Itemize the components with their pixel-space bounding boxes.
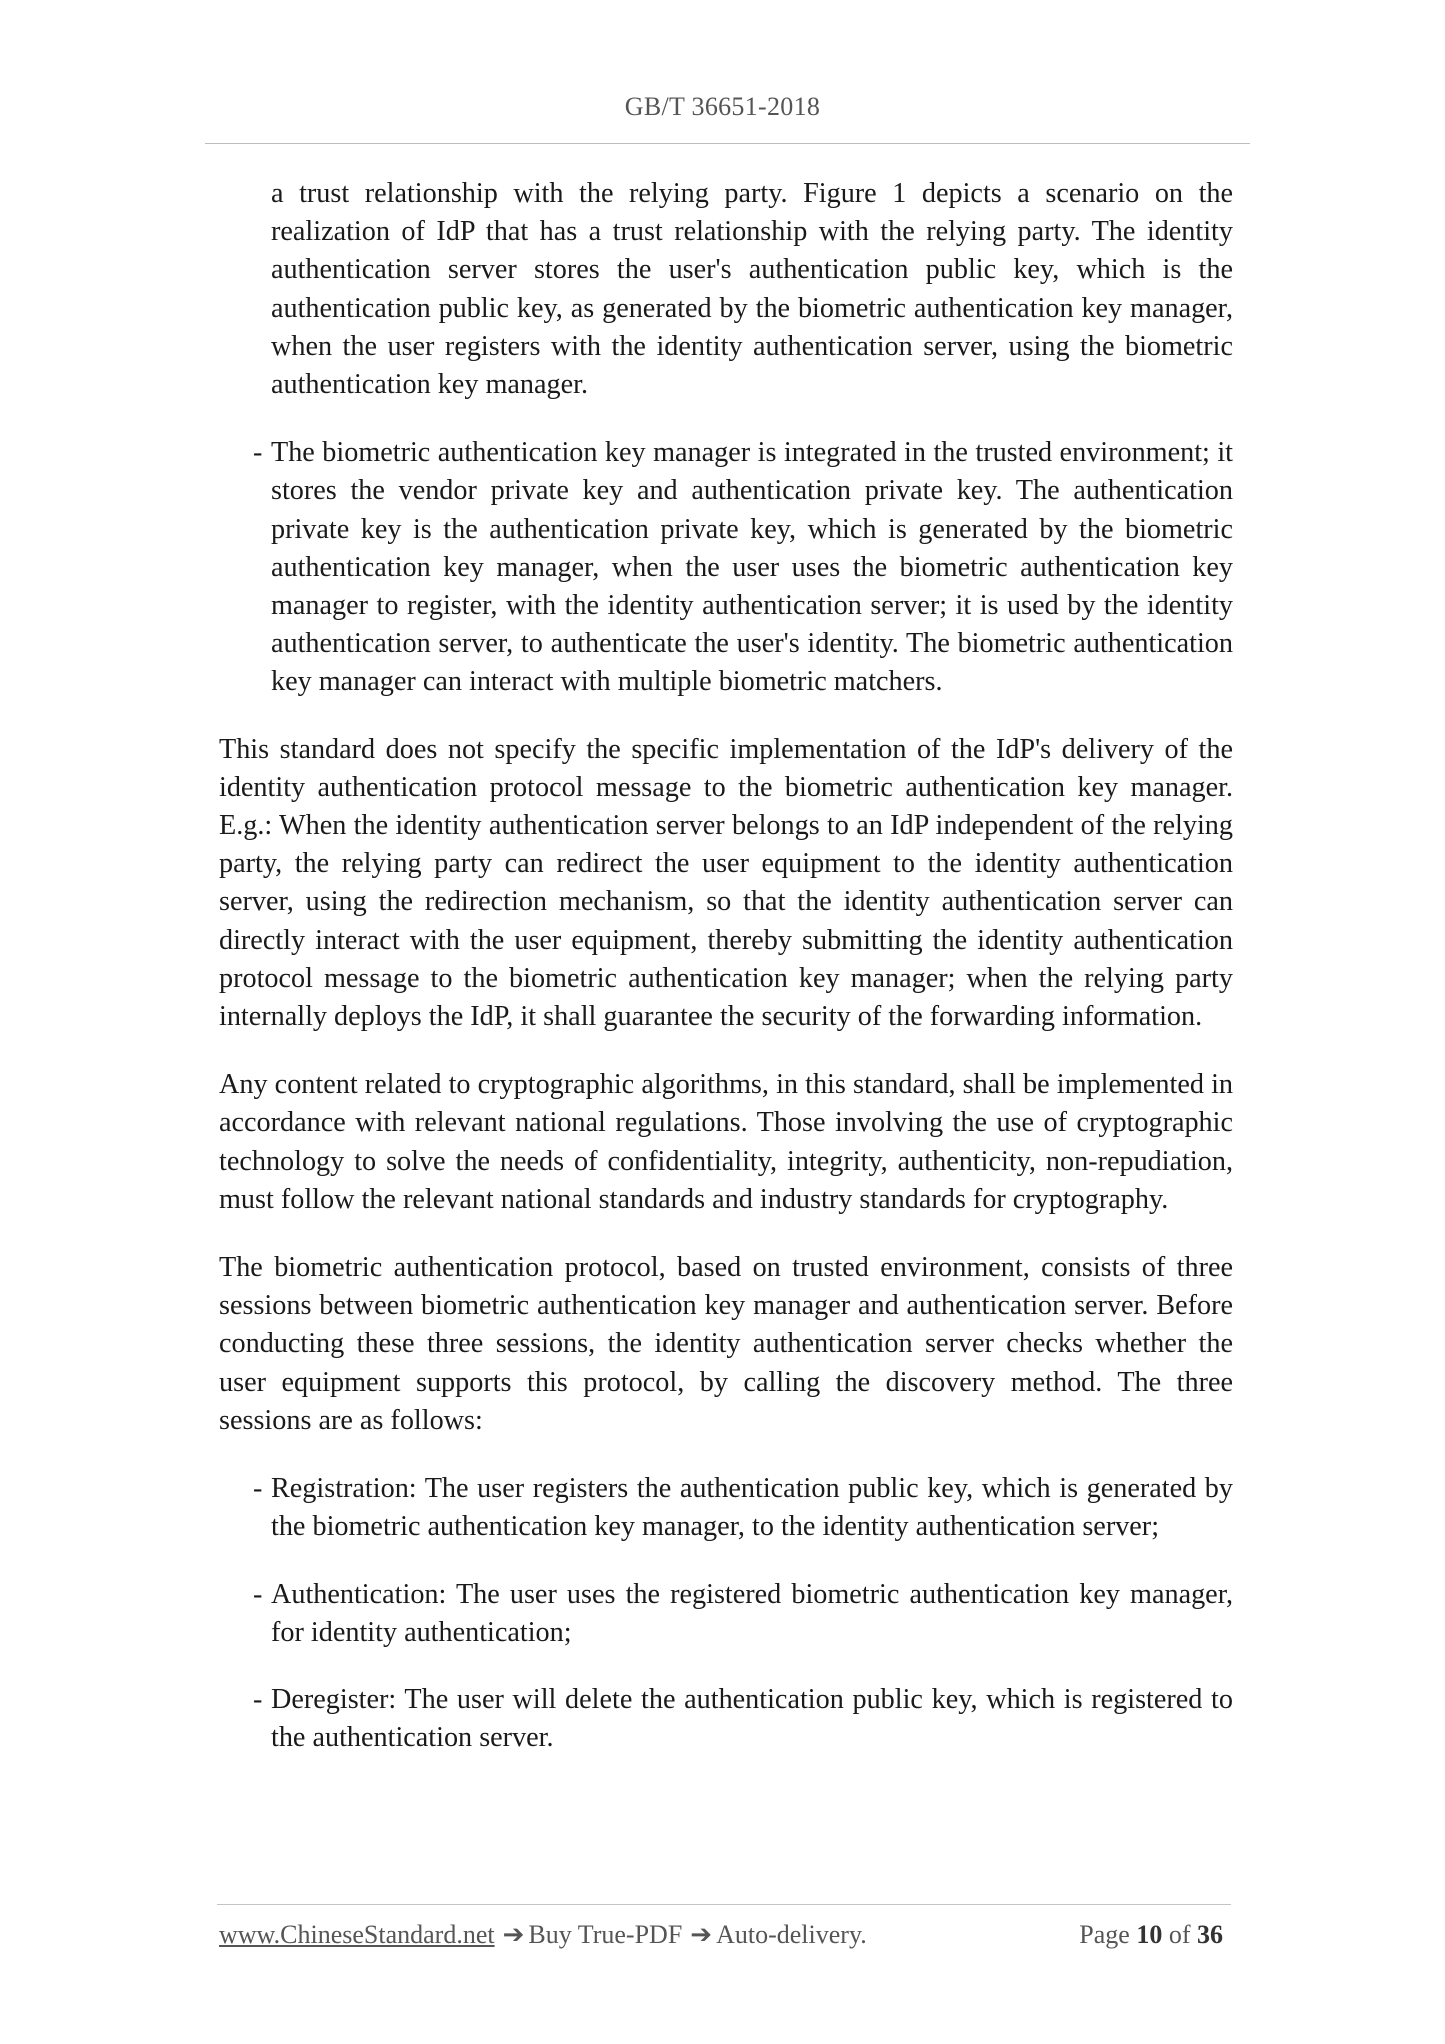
protocol-paragraph (219, 1249, 1233, 1440)
session-registration-text: Registration: The user registers the authentication public key, which is generated by the biometric authentication key manager, to the identity authentication server; (271, 1473, 1233, 1543)
crypto-paragraph (219, 1066, 1233, 1219)
bullet-marker: - (253, 1683, 263, 1715)
session-deregister-text: Deregister: The user will delete the authentication public key, which is registered to the authentication server. (271, 1683, 1233, 1754)
footer-divider (217, 1904, 1231, 1905)
protocol-text: The biometric authentication protocol, based on trusted environment, consists of three sessions between biometric authentication key manager and authentication server. Before conducting these three sessions, the identity authentication server checks whether the user equipment supports this protocol, by calling the discovery method. The three sessions are as follows: (219, 1252, 1233, 1436)
intro-continuation-paragraph (219, 175, 1233, 404)
page-current: 10 (1136, 1920, 1163, 1949)
session-item-registration (219, 1470, 1233, 1546)
session-authentication-text: Authentication: The user uses the registered biometric authentication key manager, for identity authentication; (271, 1578, 1233, 1648)
page-word: Page (1079, 1920, 1130, 1949)
buy-text: Buy True-PDF (528, 1920, 683, 1949)
bullet-key-manager (219, 434, 1233, 701)
bullet-marker: - (253, 437, 263, 469)
arrow-right-icon: ➔ (502, 1920, 525, 1949)
crypto-text: Any content related to cryptographic algorithms, in this standard, shall be implemented in accordance with relevant national regulations. Those involving the use of cryptographic technology to solve the needs of confidentiality, integrity, authenticity, non-repudiation, must follow the relevant national standards and industry standards for cryptography. (219, 1069, 1233, 1215)
bullet-marker: - (253, 1578, 263, 1610)
intro-continuation-text: a trust relationship with the relying party. Figure 1 depicts a scenario on the realization of IdP that has a trust relationship with the relying party. The identity authentication server stores the user's authentication public key, which is the authentication public key, as generated by the biometric authentication key manager, when the user registers with the identity authentication server, using the biometric authentication key manager. (271, 178, 1233, 401)
document-header: GB/T 36651-2018 (624, 92, 821, 121)
bullet-marker: - (253, 1473, 263, 1505)
session-item-deregister (219, 1681, 1233, 1757)
delivery-paragraph (219, 731, 1233, 1037)
delivery-text: Auto-delivery. (716, 1920, 867, 1949)
page-number (1079, 1920, 1223, 1950)
page-total: 36 (1197, 1920, 1223, 1949)
bullet-key-manager-text: The biometric authentication key manager is integrated in the trusted environment; it stores the vendor private key and authentication private key. The authentication private key is the authentication private key, which is generated by the biometric authentication key manager, when the user uses the biometric authentication key manager to register, with the identity authentication server; it is used by the identity authentication server, to authenticate the user's identity. The biometric authentication key manager can interact with multiple biometric matchers. (271, 437, 1233, 698)
session-item-authentication (219, 1576, 1233, 1652)
site-link[interactable]: www.ChineseStandard.net (219, 1920, 495, 1949)
page-footer (219, 1920, 1231, 1950)
page-body (219, 175, 1233, 1786)
of-word: of (1168, 1920, 1191, 1949)
footer-promo (219, 1920, 867, 1950)
header-divider (205, 143, 1250, 144)
delivery-text: This standard does not specify the specific implementation of the IdP's delivery of the identity authentication protocol message to the biometric authentication key manager. E.g.: When the identity authentication server belongs to an IdP independent of the relying party, the relying party can redirect the user equipment to the identity authentication server, using the redirection mechanism, so that the identity authentication server can directly interact with the user equipment, thereby submitting the identity authentication protocol message to the biometric authentication key manager; when the relying party internally deploys the IdP, it shall guarantee the security of the forwarding information. (219, 733, 1233, 1033)
arrow-right-icon: ➔ (690, 1920, 713, 1949)
